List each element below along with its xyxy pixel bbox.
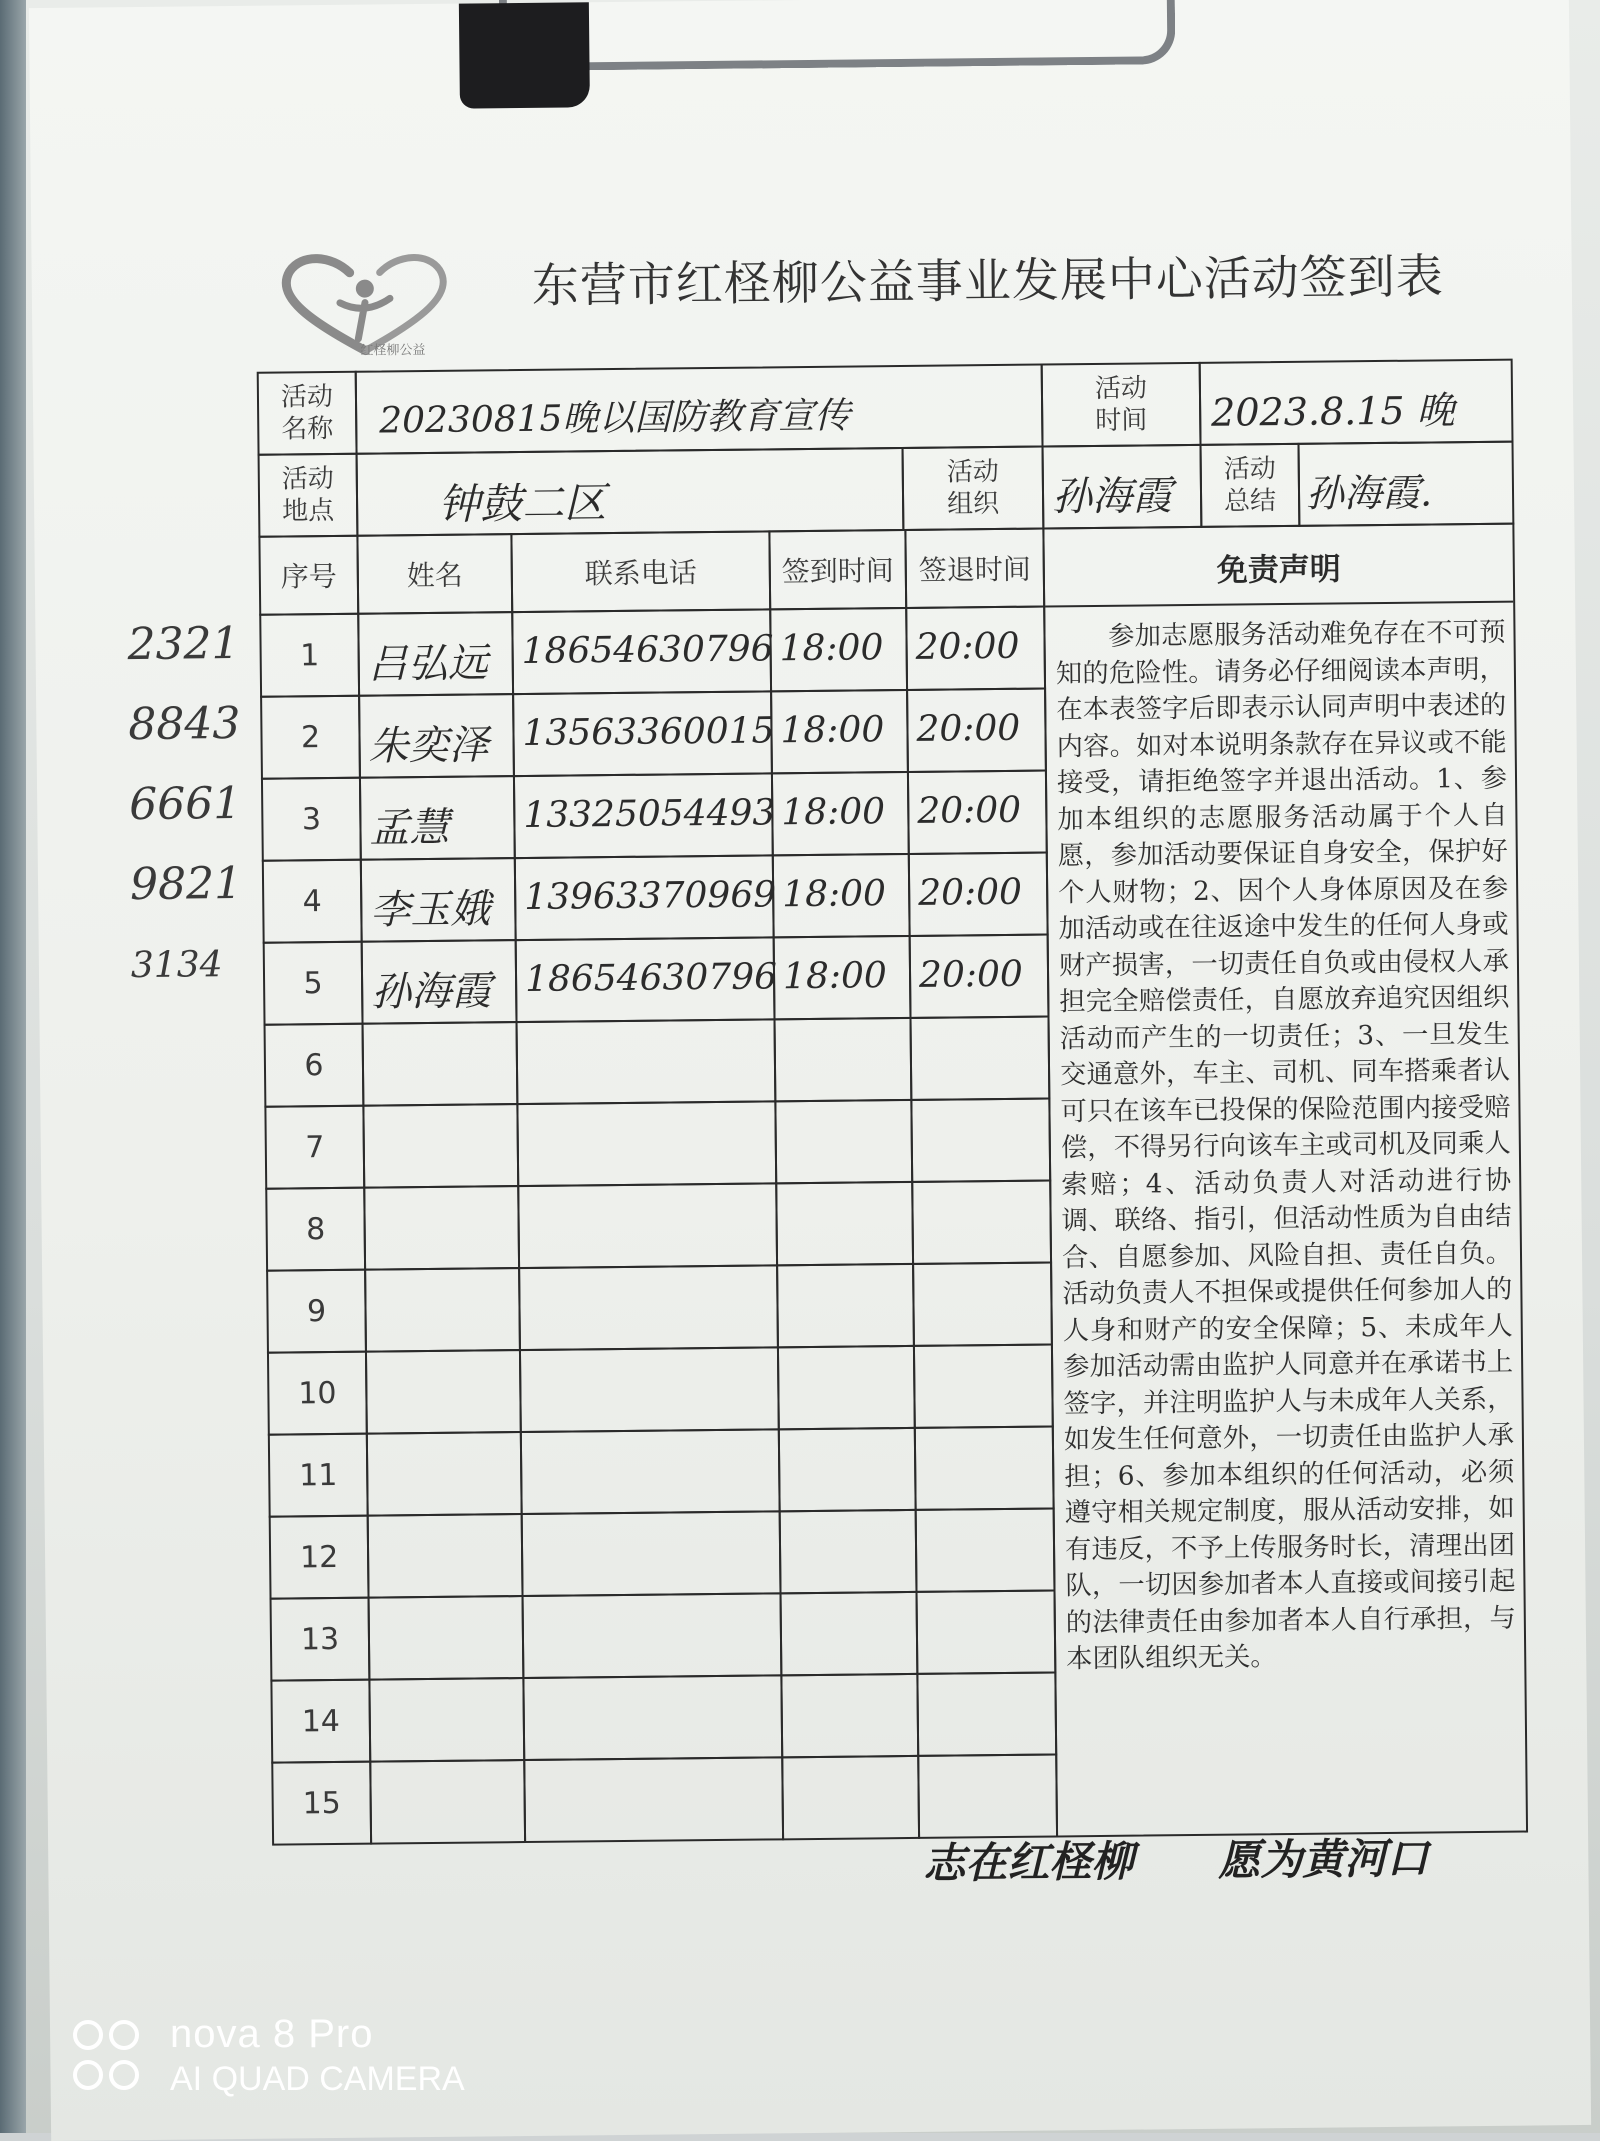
activity-org-value: 孙海霞 bbox=[1051, 473, 1173, 521]
cell-no: 7 bbox=[264, 1105, 365, 1190]
phone-value: 18654630796 bbox=[521, 628, 774, 672]
name-value: 孟慧 bbox=[369, 804, 450, 852]
label-activity-summary: 活动 总结 bbox=[1200, 443, 1301, 528]
margin-note: 3134 bbox=[130, 944, 223, 987]
margin-note: 8843 bbox=[128, 697, 241, 751]
logo-text: 红柽柳公益 bbox=[360, 342, 426, 359]
cell-out[interactable] bbox=[912, 1261, 1053, 1346]
cell-no: 5 bbox=[263, 941, 364, 1026]
cell-out[interactable] bbox=[910, 1097, 1051, 1182]
col-header-phone: 联系电话 bbox=[510, 530, 771, 613]
watermark-model: nova 8 Pro bbox=[170, 2012, 374, 2056]
name-value: 朱奕泽 bbox=[368, 722, 489, 770]
clipboard-clip-wire bbox=[498, 0, 1175, 71]
watermark-camera: AI QUAD CAMERA bbox=[170, 2060, 465, 2098]
in-value: 18:00 bbox=[782, 955, 888, 998]
cell-name[interactable] bbox=[367, 1513, 524, 1599]
cell-name[interactable] bbox=[369, 1759, 526, 1845]
cell-name[interactable] bbox=[360, 857, 517, 943]
form-title: 东营市红柽柳公益事业发展中心活动签到表 bbox=[531, 249, 1445, 314]
out-value: 20:00 bbox=[916, 707, 1021, 750]
col-header-checkin: 签到时间 bbox=[768, 529, 907, 610]
cell-in[interactable] bbox=[770, 689, 909, 774]
cell-out[interactable] bbox=[906, 688, 1047, 773]
in-value: 18:00 bbox=[779, 627, 884, 670]
in-value: 18:00 bbox=[780, 709, 885, 752]
cell-name[interactable] bbox=[368, 1677, 525, 1763]
cell-name[interactable] bbox=[362, 1021, 519, 1107]
cell-phone[interactable] bbox=[515, 936, 776, 1023]
label-activity-time: 活动 时间 bbox=[1041, 362, 1202, 448]
cell-out[interactable] bbox=[909, 1015, 1050, 1100]
cell-name[interactable] bbox=[358, 693, 515, 779]
field-activity-time[interactable] bbox=[1199, 359, 1514, 446]
cell-out[interactable] bbox=[915, 1589, 1056, 1674]
cell-no: 8 bbox=[265, 1187, 366, 1272]
activity-time-value: 2023.8.15 晚 bbox=[1210, 388, 1455, 435]
margin-note: 9821 bbox=[129, 857, 243, 911]
motto-right: 愿为黄河口 bbox=[1218, 1833, 1429, 1885]
phone-value: 13325054493 bbox=[523, 792, 776, 836]
cell-phone[interactable] bbox=[514, 854, 775, 941]
phone-value: 18654630796 bbox=[524, 956, 778, 1000]
cell-name[interactable] bbox=[368, 1595, 525, 1681]
cell-no: 14 bbox=[270, 1679, 371, 1764]
cell-no: 11 bbox=[268, 1433, 369, 1518]
cell-phone[interactable] bbox=[518, 1264, 779, 1351]
activity-summary-value: 孙海霞. bbox=[1305, 470, 1433, 516]
label-activity-name: 活动 名称 bbox=[257, 371, 358, 456]
phone-value: 13563360015 bbox=[522, 710, 775, 754]
cell-out[interactable] bbox=[915, 1507, 1056, 1592]
out-value: 20:00 bbox=[917, 789, 1022, 832]
cell-in[interactable] bbox=[780, 1673, 919, 1758]
cell-phone[interactable] bbox=[523, 1756, 784, 1843]
cell-out[interactable] bbox=[913, 1343, 1054, 1428]
cell-out[interactable] bbox=[914, 1425, 1055, 1510]
cell-in[interactable] bbox=[773, 1017, 912, 1102]
margin-note: 2321 bbox=[127, 617, 240, 671]
cell-phone[interactable] bbox=[513, 772, 774, 859]
cell-phone[interactable] bbox=[511, 608, 772, 695]
field-activity-org[interactable] bbox=[1042, 444, 1203, 530]
cell-phone[interactable] bbox=[520, 1428, 781, 1515]
cell-in[interactable] bbox=[781, 1755, 920, 1840]
cell-no: 4 bbox=[262, 859, 363, 944]
cell-no: 13 bbox=[270, 1597, 371, 1682]
name-value: 吕弘远 bbox=[367, 640, 489, 688]
clipboard-edge bbox=[0, 0, 26, 2133]
disclaimer-title: 免责声明 bbox=[1216, 550, 1342, 589]
cell-out[interactable] bbox=[917, 1753, 1058, 1838]
activity-place-value: 钟鼓二区 bbox=[437, 478, 607, 529]
cell-out[interactable] bbox=[908, 851, 1049, 936]
cell-phone[interactable] bbox=[521, 1510, 782, 1597]
cell-out[interactable] bbox=[909, 933, 1050, 1018]
phone-value: 13963370969 bbox=[523, 874, 777, 918]
cell-in[interactable] bbox=[771, 771, 910, 856]
col-header-no: 序号 bbox=[258, 535, 359, 616]
cell-name[interactable] bbox=[362, 1103, 519, 1189]
name-value: 李玉娥 bbox=[370, 886, 491, 934]
activity-name-value: 20230815晚以国防教育宣传 bbox=[379, 395, 851, 442]
cell-no: 6 bbox=[264, 1023, 365, 1108]
cell-no: 9 bbox=[266, 1269, 367, 1354]
organization-logo bbox=[269, 250, 460, 362]
margin-note: 6661 bbox=[128, 777, 242, 831]
cell-phone[interactable] bbox=[516, 1100, 777, 1187]
cell-phone[interactable] bbox=[516, 1018, 777, 1105]
cell-in[interactable] bbox=[779, 1509, 918, 1594]
cell-in[interactable] bbox=[769, 607, 908, 692]
watermark-rings-icon bbox=[72, 2058, 144, 2092]
label-activity-place: 活动 地点 bbox=[258, 453, 359, 538]
cell-name[interactable] bbox=[366, 1431, 523, 1517]
cell-name[interactable] bbox=[365, 1349, 522, 1435]
cell-in[interactable] bbox=[774, 1099, 913, 1184]
cell-phone[interactable] bbox=[519, 1346, 780, 1433]
cell-name[interactable] bbox=[361, 939, 518, 1025]
cell-out[interactable] bbox=[905, 606, 1046, 691]
cell-out[interactable] bbox=[916, 1671, 1057, 1756]
cell-phone[interactable] bbox=[512, 690, 773, 777]
cell-phone[interactable] bbox=[517, 1182, 778, 1269]
cell-in[interactable] bbox=[778, 1427, 917, 1512]
name-value: 孙海霞 bbox=[370, 968, 492, 1016]
col-header-checkout: 签退时间 bbox=[904, 528, 1045, 609]
in-value: 18:00 bbox=[781, 873, 887, 916]
cell-phone[interactable] bbox=[522, 1674, 783, 1761]
in-value: 18:00 bbox=[781, 791, 886, 834]
out-value: 20:00 bbox=[917, 871, 1023, 914]
cell-out[interactable] bbox=[911, 1179, 1052, 1264]
paper-sheet bbox=[29, 0, 1591, 2141]
cell-name[interactable] bbox=[357, 611, 514, 697]
disclaimer-text: 参加志愿服务活动难免存在不可预知的危险性。请务必仔细阅读本声明，在本表签字后即表示认同声明中表述的内容。如对本说明条款存在异议或不能接受，请拒绝签字并退出活动。1、参加本组织的志愿服务活动属于个人自愿，参加活动要保证自身安全，保护好个人财物；2、因个人身体原因及在参加活动或在往返途中发生的任何人身或财产损害，一切责任自负或由侵权人承担完全赔偿责任，自愿放弃追究因组织活动而产生的一切责任；3、一旦发生交通意外，车主、司机、同车搭乘者认可只在该车已投保的保险范围内接受赔偿，不得另行向该车主或司机及同乘人索赔；4、活动负责人对活动进行协调、联络、指引，但活动性质为自由结合、自愿参加、风险自担、责任自负。活动负责人不担保或提供任何参加人的人身和财产的安全保障；5、未成年人参加活动需由监护人同意并在承诺书上签字，并注明监护人与未成年人关系，如发生任何意外，一切责任由监护人承担；6、参加本组织的任何活动，必须遵守相关规定制度，服从活动安排，如有违反，不予上传服务时长，清理出团队，一切因参加者本人直接或间接引起的法律责任由参加者本人自行承担，与本团队组织无关。 bbox=[1055, 617, 1516, 1675]
cell-no: 2 bbox=[260, 695, 361, 780]
cell-in[interactable] bbox=[776, 1263, 915, 1348]
cell-in[interactable] bbox=[773, 935, 912, 1020]
field-activity-place[interactable] bbox=[356, 447, 905, 537]
out-value: 20:00 bbox=[915, 625, 1020, 668]
cell-in[interactable] bbox=[772, 853, 911, 938]
cell-no: 3 bbox=[261, 777, 362, 862]
cell-phone[interactable] bbox=[522, 1592, 783, 1679]
cell-no: 12 bbox=[269, 1515, 370, 1600]
motto-left: 志在红柽柳 bbox=[923, 1836, 1134, 1888]
cell-no: 15 bbox=[271, 1761, 372, 1846]
field-activity-name[interactable] bbox=[355, 364, 1044, 455]
watermark-rings-icon bbox=[72, 2018, 144, 2052]
cell-no: 10 bbox=[267, 1351, 368, 1436]
out-value: 20:00 bbox=[918, 953, 1024, 996]
cell-no: 1 bbox=[259, 613, 360, 698]
cell-in[interactable] bbox=[775, 1181, 914, 1266]
cell-name[interactable] bbox=[359, 775, 516, 861]
cell-name[interactable] bbox=[364, 1267, 521, 1353]
clipboard-clip bbox=[459, 2, 590, 108]
cell-out[interactable] bbox=[907, 770, 1048, 855]
cell-in[interactable] bbox=[780, 1591, 919, 1676]
disclaimer-panel bbox=[1042, 523, 1528, 1838]
cell-name[interactable] bbox=[363, 1185, 520, 1271]
col-header-name: 姓名 bbox=[356, 533, 513, 615]
field-activity-summary[interactable] bbox=[1297, 441, 1514, 527]
cell-in[interactable] bbox=[777, 1345, 916, 1430]
signin-table bbox=[257, 359, 1528, 1846]
label-activity-org: 活动 组织 bbox=[902, 446, 1045, 531]
